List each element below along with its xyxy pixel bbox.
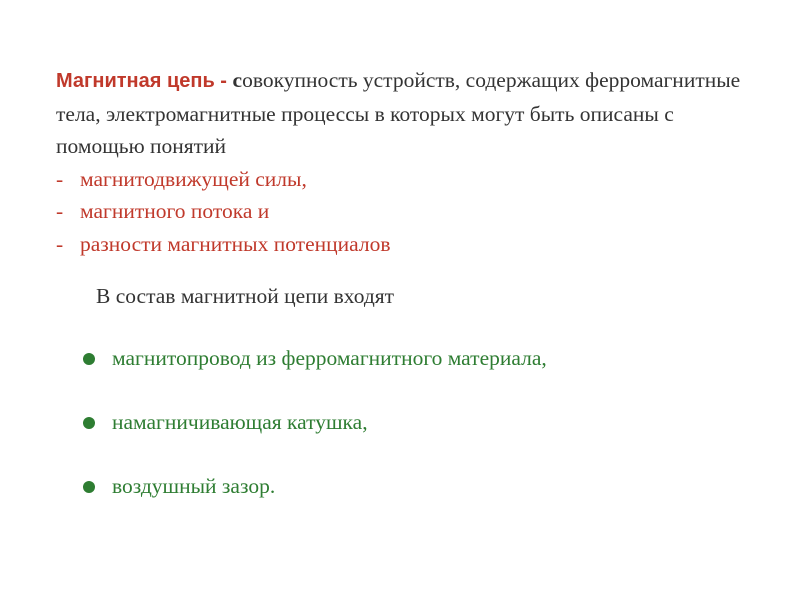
bullet-icon xyxy=(83,353,95,365)
definition-item xyxy=(56,228,756,261)
definition-term: Магнитная цепь xyxy=(56,70,215,92)
list-item-text: магнитопровод из ферромагнитного материала, xyxy=(112,346,547,370)
definition-item-text: магнитодвижущей силы, xyxy=(80,166,307,191)
definition-text: овокупность устройств, содержащих ферромагнитные тела, электромагнитные процессы в которых могут быть описаны с помощью понятий xyxy=(56,68,741,158)
definition-item xyxy=(56,163,756,196)
definition-item-text: магнитного потока и xyxy=(80,199,270,223)
definition-item xyxy=(56,195,756,228)
definition-item-text: разности магнитных потенциалов xyxy=(80,231,391,256)
list-item-text: намагничивающая катушка, xyxy=(112,410,368,434)
list-item-text: воздушный зазор. xyxy=(112,474,276,498)
dash-marker: - xyxy=(56,199,64,223)
definition-block xyxy=(56,64,756,260)
definition-separator: - xyxy=(214,70,233,92)
bullet-icon xyxy=(83,481,95,493)
composition-heading: В состав магнитной цепи входят xyxy=(96,284,395,308)
dash-marker: - xyxy=(56,166,64,191)
bullet-icon xyxy=(83,417,95,429)
dash-marker: - xyxy=(56,231,64,256)
definition-first-letter: с xyxy=(232,68,243,92)
